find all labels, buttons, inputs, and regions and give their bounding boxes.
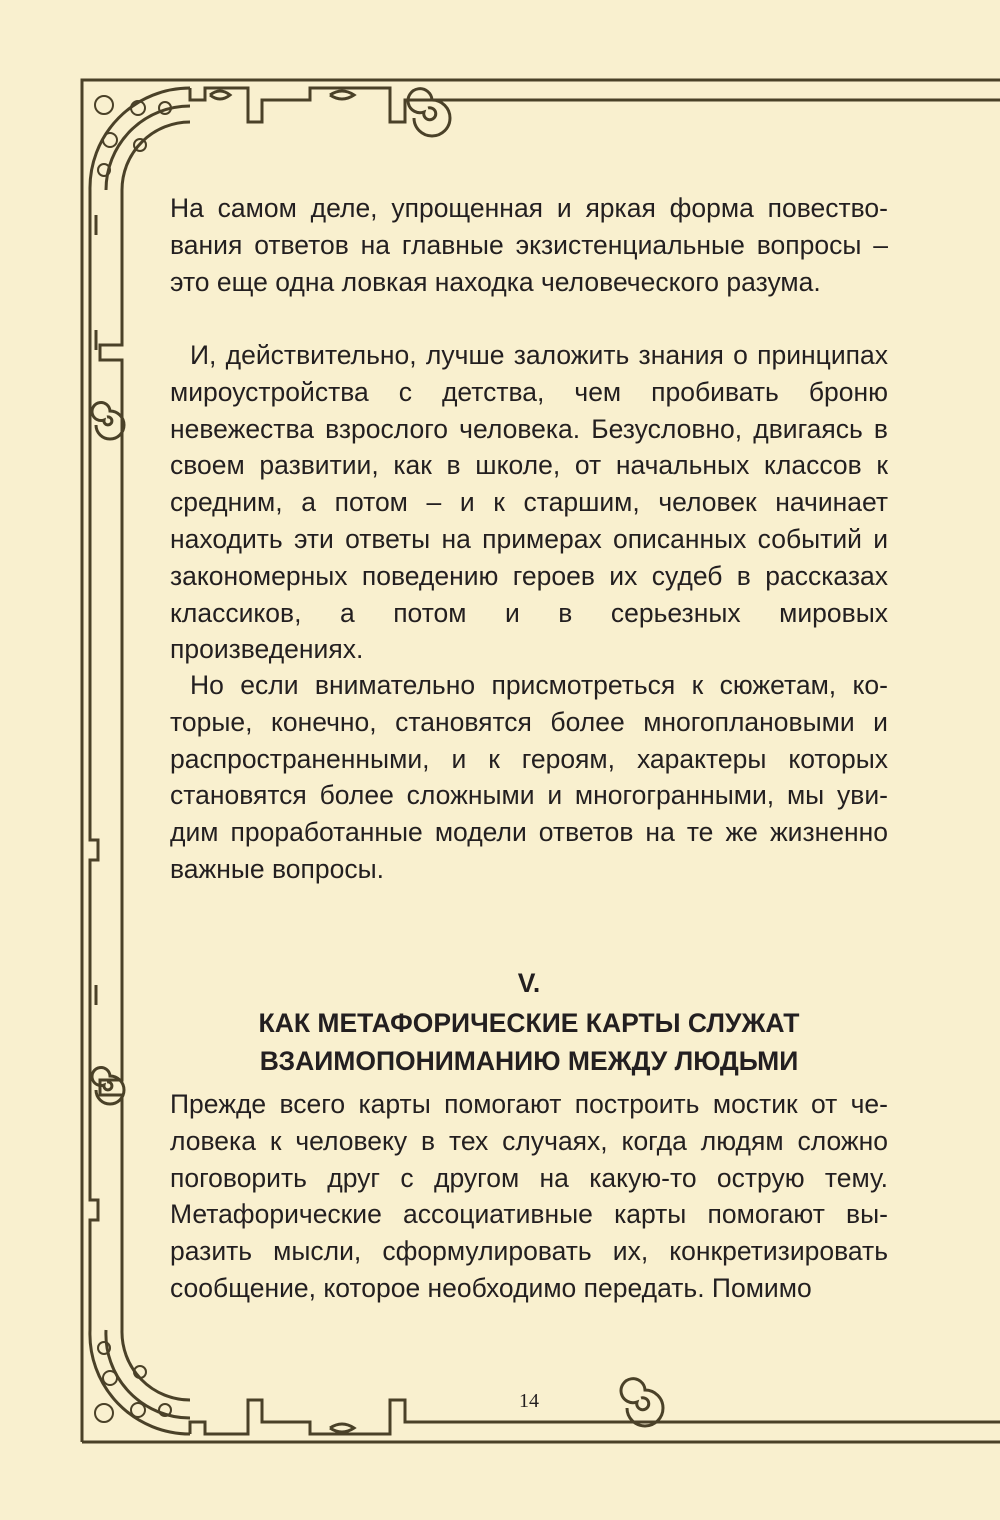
paragraph-2: И, действительно, лучше заложить знания о принципах мироустройства с детства, чем пробивать броню невежества взрослого человека. Безусловно, двигаясь в своем развитии, как в школе, от начальных классов к средним, а потом – и к старшим, человек начинает находить эти ответы на примерах описанных событий и закономерных поведению героев их судеб в рассказах классиков, а потом и в серьезных мировых произведениях. xyxy=(170,340,888,665)
paragraph-3: Но если внимательно присмотреться к сюжетам, которые, конечно, становятся более многоплановыми и распространенными, и к героям, характеры которых становятся более сложными и многогранными, мы увидим проработанные модели ответов на те же жизненно важные вопросы. xyxy=(170,670,888,884)
paragraph-1: На самом деле, упрощенная и яркая форма повествования ответов на главные экзистенциальные вопросы – это еще одна ловкая находка человеческого разума. xyxy=(170,193,888,297)
section-title-line-2: ВЗАИМОПОНИМАНИЮ МЕЖДУ ЛЮДЬМИ xyxy=(259,1046,799,1076)
section-title-line-1: КАК МЕТАФОРИЧЕСКИЕ КАРТЫ СЛУЖАТ xyxy=(258,1008,800,1038)
section-paragraph: Прежде всего карты помогают построить мостик от человека к человеку в тех случаях, когда людям сложно поговорить друг с другом на какую-то острую тему. Метафорические ассоциативные карты помогают выразить мысли, сформулировать их, конкретизировать сообщение, которое необходимо передать. Помимо xyxy=(170,1089,888,1303)
page-number: 14 xyxy=(519,1390,539,1412)
section-number: V. xyxy=(517,968,541,998)
